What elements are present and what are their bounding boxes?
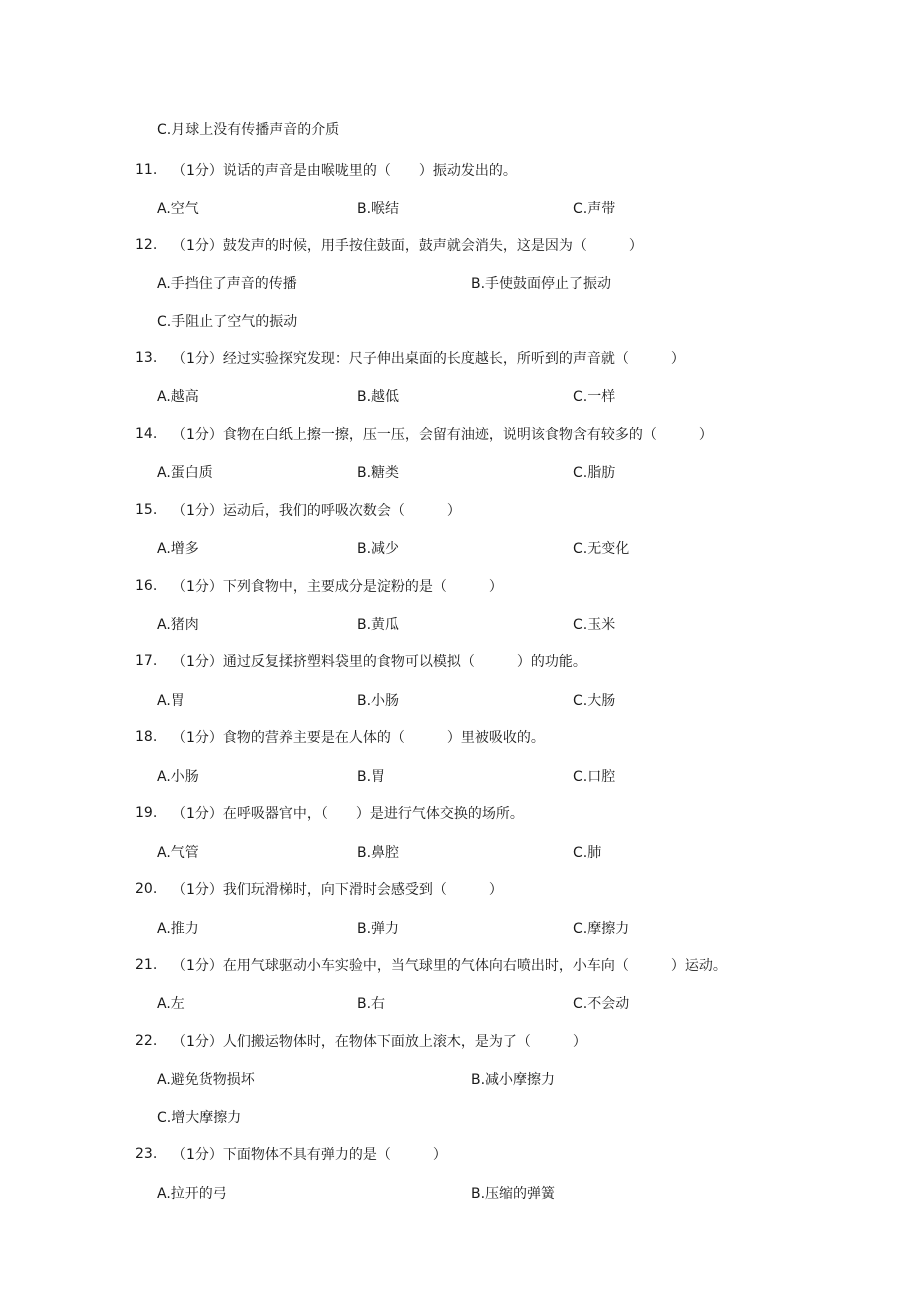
- question-text: （1分）在用气球驱动小车实验中，当气球里的气体向右喷出时，小车向（ ）运动。: [172, 958, 727, 974]
- option-b: B.右: [357, 996, 386, 1012]
- question-number: 15.: [135, 502, 158, 518]
- question-text: （1分）下列食物中，主要成分是淀粉的是（ ）: [172, 579, 503, 595]
- option-a: A.蛋白质: [157, 465, 213, 481]
- option-b: B.手使鼓面停止了振动: [471, 276, 612, 292]
- question-text: （1分）鼓发声的时候，用手按住鼓面，鼓声就会消失，这是因为（ ）: [172, 238, 643, 254]
- option-b: B.胃: [357, 769, 386, 785]
- option-a: A.猪肉: [157, 617, 199, 633]
- question-number: 23.: [135, 1146, 158, 1162]
- option-b: B.喉结: [357, 201, 400, 217]
- option-a: A.越高: [157, 389, 199, 405]
- question-text: （1分）我们玩滑梯时，向下滑时会感受到（ ）: [172, 882, 503, 898]
- option-b: B.黄瓜: [357, 617, 400, 633]
- question-number: 11.: [135, 162, 158, 178]
- option-b: B.糖类: [357, 465, 400, 481]
- option-b: B.弹力: [357, 921, 400, 937]
- option-a: A.小肠: [157, 769, 199, 785]
- option-b: B.减小摩擦力: [471, 1072, 556, 1088]
- question-number: 12.: [135, 237, 158, 253]
- question-number: 13.: [135, 350, 158, 366]
- option-c: C.玉米: [573, 617, 616, 633]
- option-c: C.增大摩擦力: [157, 1110, 242, 1126]
- question-text: （1分）下面物体不具有弹力的是（ ）: [172, 1147, 447, 1163]
- question-text: （1分）通过反复揉挤塑料袋里的食物可以模拟（ ）的功能。: [172, 654, 587, 670]
- option-c: C.脂肪: [573, 465, 616, 481]
- option-c: C.不会动: [573, 996, 630, 1012]
- option-a: A.推力: [157, 921, 199, 937]
- option-b: B.减少: [357, 541, 400, 557]
- option-c: C.大肠: [573, 693, 616, 709]
- question-text: （1分）人们搬运物体时，在物体下面放上滚木，是为了（ ）: [172, 1034, 587, 1050]
- question-text: （1分）经过实验探究发现：尺子伸出桌面的长度越长，所听到的声音就（ ）: [172, 351, 685, 367]
- question-number: 17.: [135, 653, 158, 669]
- option-a: A.左: [157, 996, 185, 1012]
- option-a: A.手挡住了声音的传播: [157, 276, 297, 292]
- question-text: （1分）在呼吸器官中，（ ）是进行气体交换的场所。: [172, 806, 524, 822]
- option-a: A.空气: [157, 201, 199, 217]
- option-c: C.声带: [573, 201, 616, 217]
- option-c: C.口腔: [573, 769, 616, 785]
- question-number: 16.: [135, 578, 158, 594]
- option-a: A.拉开的弓: [157, 1186, 227, 1202]
- option-10-c: C.月球上没有传播声音的介质: [157, 122, 340, 138]
- question-number: 20.: [135, 881, 158, 897]
- option-b: B.小肠: [357, 693, 400, 709]
- option-b: B.鼻腔: [357, 845, 400, 861]
- option-c: C.手阻止了空气的振动: [157, 314, 298, 330]
- question-number: 14.: [135, 426, 158, 442]
- option-c: C.无变化: [573, 541, 630, 557]
- option-b: B.压缩的弹簧: [471, 1186, 556, 1202]
- option-a: A.避免货物损坏: [157, 1072, 255, 1088]
- option-a: A.增多: [157, 541, 199, 557]
- question-number: 18.: [135, 729, 158, 745]
- question-text: （1分）食物的营养主要是在人体的（ ）里被吸收的。: [172, 730, 545, 746]
- option-c: C.摩擦力: [573, 921, 630, 937]
- question-text: （1分）说话的声音是由喉咙里的（ ）振动发出的。: [172, 163, 517, 179]
- option-c: C.一样: [573, 389, 616, 405]
- option-b: B.越低: [357, 389, 400, 405]
- option-c: C.肺: [573, 845, 602, 861]
- question-text: （1分）食物在白纸上擦一擦，压一压，会留有油迹，说明该食物含有较多的（ ）: [172, 427, 713, 443]
- option-a: A.气管: [157, 845, 199, 861]
- question-number: 22.: [135, 1033, 158, 1049]
- question-number: 19.: [135, 805, 158, 821]
- option-a: A.胃: [157, 693, 185, 709]
- question-text: （1分）运动后，我们的呼吸次数会（ ）: [172, 503, 461, 519]
- question-number: 21.: [135, 957, 158, 973]
